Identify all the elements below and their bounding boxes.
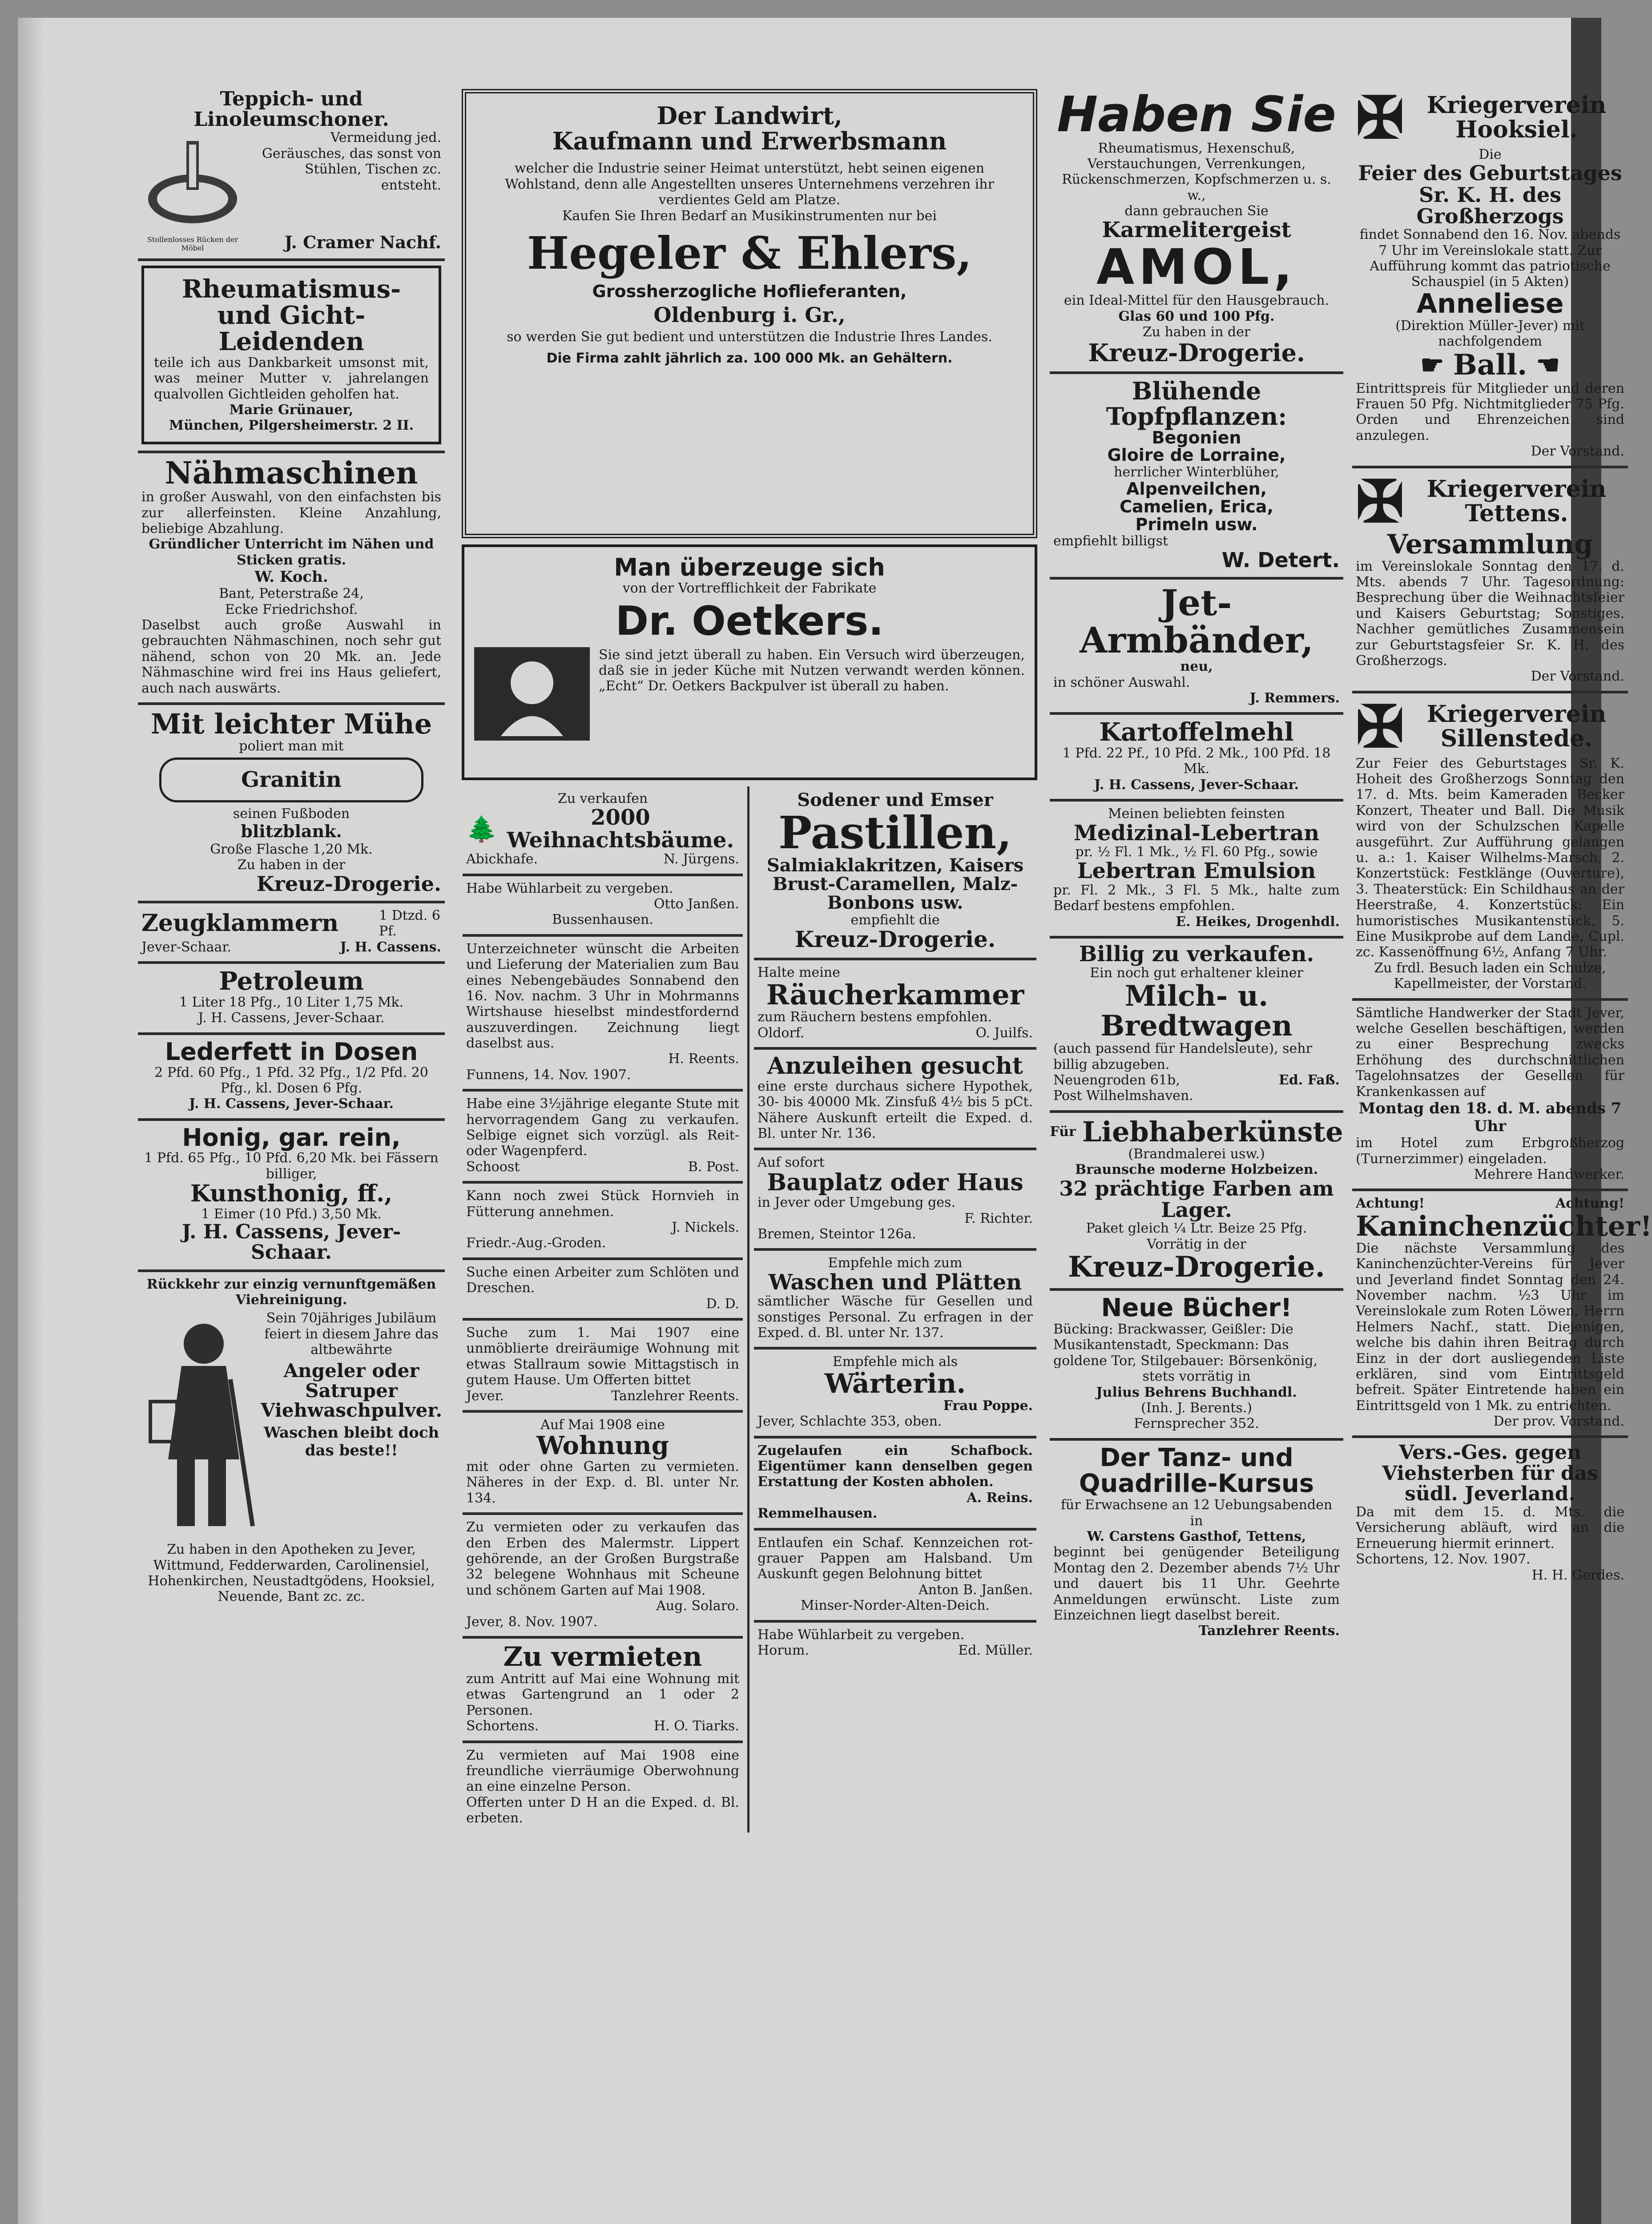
- ad-weihnachtsbaeume: [463, 786, 743, 876]
- ad-sign: Der Vorstand.: [1531, 669, 1624, 685]
- ad-sign: Der Vorstand.: [1531, 443, 1624, 459]
- ad-seller: E. Heikes, Drogenhdl.: [1176, 914, 1340, 930]
- ad-granitin: [138, 705, 445, 903]
- ad-name: H. Reents.: [668, 1051, 739, 1067]
- ad-body: Da mit dem 15. d. Mts. die Versicherung abläuft, wird an die Erneuerung hiermit erinnert.: [1356, 1504, 1624, 1551]
- ad-naehmaschinen: [138, 453, 445, 705]
- ad-subtitle: Gründlicher Unterricht im Nähen und Sticken gratis.: [149, 536, 434, 568]
- ad-name: Anton B. Janßen.: [919, 1582, 1033, 1598]
- ad-seller: Kreuz-Drogerie.: [1088, 338, 1305, 367]
- ad-title: Wärterin.: [824, 1368, 966, 1399]
- ad-line: Zu haben in der: [1142, 324, 1251, 340]
- ad-phone: Fernsprecher 352.: [1134, 1416, 1259, 1432]
- ad-place: Jever, 8. Nov. 1907.: [466, 1614, 598, 1630]
- ad-body: Zu vermieten oder zu verkaufen das den Erben des Malermstr. Lippert gehörende, an der Großen Burgstraße 32 belegene Wohnhaus mit Scheune und schönem Garten auf Mai 1908.: [466, 1519, 739, 1598]
- ad-title: Kartoffelmehl: [1099, 717, 1294, 747]
- ad-body: Offerten unter D H an die Exped. d. Bl. erbeten.: [466, 1794, 739, 1826]
- ad-place: Neuengroden 61b,: [1053, 1072, 1180, 1088]
- ad-hornvieh: [463, 1184, 743, 1260]
- column-2: [458, 85, 1041, 2224]
- ad-seller: J. H. Cassens, Jever-Schaar.: [189, 1096, 394, 1112]
- ad-title: Kaninchenzüchter!: [1356, 1209, 1652, 1242]
- ad-topfpflanzen: [1050, 374, 1343, 580]
- ad-wuehlarbeit-horum: [754, 1623, 1036, 1665]
- ad-wuehlarbeit: [463, 876, 743, 937]
- play-title: Anneliese: [1416, 288, 1564, 319]
- ad-name: Ed. Müller.: [958, 1642, 1033, 1658]
- tree-icon: 🌲: [466, 814, 497, 844]
- ad-place: Jever.: [466, 1388, 504, 1404]
- ad-title: Medizinal-Lebertran: [1073, 820, 1320, 846]
- ad-head: Meinen beliebten feinsten: [1108, 806, 1285, 822]
- ad-seller: J. H. Cassens, Jever-Schaar.: [198, 1010, 385, 1026]
- ad-head: Empfehle mich als: [832, 1354, 958, 1370]
- ad-place: Jever, Schlachte 353, oben.: [758, 1414, 942, 1430]
- ad-title: Nähmaschinen: [165, 455, 418, 491]
- ad-title: Teppich- und Linoleumschoner.: [193, 88, 389, 131]
- ad-body: Rheumatismus, Hexenschuß, Verstauchungen, Verrenkungen, Rückenschmerzen, Kopfschmerzen u. s. w.,: [1062, 140, 1331, 203]
- column-1: [138, 85, 445, 2224]
- ad-name: Frau Poppe.: [943, 1398, 1033, 1414]
- newspaper-page: [18, 18, 1652, 2224]
- ad-name: Aug. Solaro.: [656, 1598, 739, 1614]
- ad-title: Der Tanz- und Quadrille-Kursus: [1079, 1443, 1314, 1499]
- ad-versicherung: [1352, 1438, 1628, 1589]
- ad-title: 2000 Weihnachtsbäume.: [507, 805, 734, 853]
- ad-rheuma: [138, 261, 445, 453]
- ad-line: empfiehlt billigst: [1053, 533, 1168, 549]
- plant-item: Alpenveilchen,: [1126, 479, 1267, 499]
- ad-viehwaschpulver: [138, 1272, 445, 1611]
- pointing-hand-icon: ☛: [1420, 349, 1444, 381]
- ad-head: Halte meine: [758, 964, 840, 980]
- ad-place: W. Carstens Gasthof, Tettens,: [1087, 1529, 1306, 1545]
- ad-title: Zu vermieten: [503, 1641, 702, 1672]
- ad-kriegerverein-tettens: [1352, 468, 1628, 693]
- plant-item: Gloire de Lorraine,: [1107, 445, 1286, 465]
- ad-wohnhaus: [463, 1515, 743, 1639]
- ad-place: Remmelhausen.: [758, 1506, 878, 1522]
- ad-body: Die nächste Versammlung des Kaninchenzüchter-Vereins für Jever und Jeverland findet Sonntag den 24. November nachm. ½3 Uhr im Vereinslokale zum Roten Löwen, Herrn Helmers Nachf., statt. Diejenigen, welche bis dahin ihren Beitrag durch Einz in der dort ausliegenden Liste erklären, sind vom Eintrittsgeld befreit. Später Eintretende haben ein Eintrittsgeld von 1 Mk. zu entrichten.: [1356, 1240, 1624, 1414]
- ad-body: Suche einen Arbeiter zum Schlöten und Dreschen.: [466, 1264, 739, 1296]
- plant-note: herrlicher Winterblüher,: [1114, 464, 1279, 480]
- ad-body: ein Ideal-Mittel für den Hausgebrauch.: [1064, 293, 1330, 309]
- ad-body: Bücking: Brackwasser, Geißler: Die Musikantenstadt, Speckmann: Das goldene Tor, Stilgebauer: Börsenkönig,: [1053, 1321, 1318, 1369]
- ad-body: welcher die Industrie seiner Heimat unterstützt, hebt seinen eigenen Wohlstand, denn alle Angestellten unseres Unternehmens verzehren ihr verdientes Geld am Platze.: [505, 161, 994, 208]
- company-city: Oldenburg i. Gr.,: [653, 302, 846, 327]
- page-spine: [18, 18, 44, 2224]
- ad-line: Zu haben in der: [237, 857, 346, 873]
- ad-amol: [1050, 85, 1343, 374]
- ad-body: Sämtliche Handwerker der Stadt Jever, welche Gesellen beschäftigen, werden zu einer Besprechung zwecks Erhöhung des durchschnittlichen Tagelohnsatzes der Gesellen für Krankenkassen auf: [1356, 1005, 1624, 1100]
- ad-bauplatz: [754, 1150, 1036, 1251]
- ad-place: Bremen, Steintor 126a.: [758, 1226, 916, 1242]
- ad-line: dann gebrauchen Sie: [1124, 203, 1269, 219]
- ad-line: seinen Fußboden: [233, 806, 350, 822]
- ad-body: pr. ½ Fl. 1 Mk., ½ Fl. 60 Pfg., sowie: [1075, 844, 1318, 860]
- column-3: [1050, 85, 1343, 2224]
- ad-anleihe: [754, 1050, 1036, 1150]
- ad-tanzkursus: [1050, 1441, 1343, 1645]
- ad-teppich: [138, 85, 445, 261]
- ad-name: N. Jürgens.: [663, 851, 739, 867]
- ad-title: Kunsthonig, ff.,: [190, 1180, 393, 1208]
- ad-name: Ed. Faß.: [1278, 1072, 1340, 1088]
- ad-body: 1 Pfd. 22 Pf., 10 Pfd. 2 Mk., 100 Pfd. 18 Mk.: [1062, 745, 1331, 777]
- ad-kaninchenzuechter: [1352, 1191, 1652, 1438]
- subcolumn-right: [749, 786, 1041, 1833]
- ad-buecher: [1050, 1291, 1343, 1441]
- ad-title: Versammlung: [1387, 528, 1593, 560]
- ad-body: Ein noch gut erhaltener kleiner: [1090, 965, 1303, 981]
- ad-bau: [463, 937, 743, 1092]
- ad-title: Haben Sie: [1057, 86, 1336, 143]
- ad-line: empfiehlt die: [850, 912, 940, 928]
- ad-zu-vermieten: [463, 1639, 743, 1743]
- ad-body: Habe Wühlarbeit zu vergeben.: [466, 880, 673, 896]
- ad-body: sämtlicher Wäsche für Gesellen und sonstiges Personal. Zu erfragen in der Exped. d. Bl. unter Nr. 137.: [758, 1293, 1033, 1341]
- ad-line: poliert man mit: [239, 738, 344, 754]
- ad-body: beginnt bei genügender Beteiligung Montag den 2. Dezember abends 7½ Uhr und dauert bis 11 Uhr. Geehrte Anmeldungen erwünscht. Liste zum Einzeichnen liegt daselbst bereit.: [1053, 1544, 1340, 1623]
- ad-address: Ecke Friedrichshof.: [225, 601, 358, 617]
- ad-outlets: Zu haben in den Apotheken zu Jever, Wittmund, Fedderwarden, Carolinensiel, Hohenkirchen, Neustadtgödens, Hooksiel, Neuende, Bant zc. zc.: [148, 1542, 435, 1605]
- ad-name: W. Koch.: [254, 568, 328, 586]
- ad-body: Sein 70jähriges Jubiläum feiert in diesem Jahre das altbewährte: [264, 1310, 439, 1358]
- ad-wohnung-gesucht: [463, 1321, 743, 1413]
- subcolumn-left: [458, 786, 749, 1833]
- ad-name: H. H. Gerdes.: [1531, 1567, 1624, 1583]
- ad-title: Zeugklammern: [141, 910, 339, 937]
- ad-body: Kaufen Sie Ihren Bedarf an Musikinstrumenten nur bei: [562, 208, 937, 224]
- ad-line: Die: [1479, 147, 1502, 162]
- ad-body: für Erwachsene an 12 Uebungsabenden in: [1060, 1497, 1333, 1529]
- ad-title: Honig, gar. rein,: [182, 1123, 401, 1152]
- product-name: Granitin: [159, 757, 423, 802]
- ad-wohnung-mai: [463, 1413, 743, 1515]
- ad-seller: (Inh. J. Berents.): [1141, 1400, 1252, 1416]
- ad-waerterin: [754, 1350, 1036, 1438]
- product-name: Karmelitergeist: [1102, 218, 1291, 243]
- ad-body: 1 Pfd. 65 Pfg., 10 Pfd. 6,20 Mk. bei Fässern billiger,: [144, 1150, 439, 1182]
- ad-intro: Rückkehr zur einzig vernunftgemäßen Viehreinigung.: [146, 1276, 436, 1308]
- ad-sign: Der prov. Vorstand.: [1493, 1414, 1624, 1430]
- ad-body: Zu frdl. Besuch laden ein Schulze, Kapellmeister, der Vorstand.: [1374, 960, 1606, 992]
- ad-seller: J. H. Cassens, Jever-Schaar.: [1094, 777, 1299, 793]
- ad-body: zum Räuchern bestens empfohlen.: [758, 1009, 992, 1025]
- ad-body: Habe eine 3½jährige elegante Stute mit hervorragendem Gang zu verkaufen. Selbige eignet sich vorzügl. als Reit- oder Wagenpferd.: [466, 1096, 739, 1159]
- company-name: Dr. Oetkers.: [615, 598, 884, 645]
- iron-cross-icon: ✠: [1356, 84, 1404, 152]
- ad-waschen: [754, 1251, 1036, 1350]
- ball-title: Ball.: [1453, 348, 1527, 382]
- ad-place: Post Wilhelmshaven.: [1053, 1088, 1193, 1104]
- ad-body: Habe Wühlarbeit zu vergeben.: [758, 1627, 965, 1643]
- ad-schaf-entlaufen: [754, 1531, 1036, 1623]
- ad-title: Bauplatz oder Haus: [767, 1168, 1023, 1196]
- ad-body: (Direktion Müller-Jever) mit nachfolgendem: [1395, 318, 1585, 350]
- ad-seller: Tanzlehrer Reents.: [1198, 1623, 1340, 1639]
- ad-body: mit oder ohne Garten zu vermieten. Näheres in der Exp. d. Bl. unter Nr. 134.: [466, 1459, 739, 1506]
- ad-sign: Mehrere Handwerker.: [1474, 1166, 1624, 1182]
- ad-kriegerverein-sillenstede: [1352, 693, 1628, 1001]
- ad-body: im Vereinslokale Sonntag den 17. d. Mts. abends 7 Uhr. Tagesordnung: Besprechung über die Weihnachtsfeier und Kaisers Geburtstag; Sonstiges. Nachher gemütliches Zusammensein zur Geburtstagsfeier Sr. K. H. des Großherzogs.: [1356, 558, 1624, 669]
- column-4: [1352, 84, 1652, 2224]
- company-sub: Grossherzogliche Hoflieferanten,: [592, 281, 907, 301]
- ad-box: [141, 266, 441, 444]
- ad-title: Räucherkammer: [766, 979, 1024, 1011]
- product-name: AMOL,: [1096, 238, 1297, 295]
- ad-seller: W. Detert.: [1221, 548, 1340, 572]
- ad-title: Wohnung: [536, 1431, 669, 1461]
- ad-oberwohnung: [463, 1743, 743, 1833]
- ad-raeucherkammer: [754, 960, 1036, 1050]
- ad-oetker: [458, 544, 1041, 786]
- plant-item: Primeln usw.: [1135, 514, 1258, 534]
- ad-price: Glas 60 und 100 Pfg.: [1118, 308, 1275, 324]
- ad-title: Vers.-Ges. gegen Viehsterben für das südl. Jeverland.: [1382, 1441, 1598, 1505]
- ad-line: in schöner Auswahl.: [1053, 674, 1190, 690]
- ad-name: B. Post.: [688, 1159, 739, 1175]
- ad-head: Empfehle mich zum: [828, 1255, 963, 1271]
- ad-kartoffelmehl: [1050, 715, 1343, 802]
- ad-body: eine erste durchaus sichere Hypothek, 30- bis 40000 Mk. Zinsfuß 4½ bis 5 pCt. Nähere Auskunft erteilt die Exped. d. Bl. unter Nr. 136.: [758, 1078, 1033, 1141]
- ad-place: Schoost: [466, 1159, 520, 1175]
- ad-body: Paket gleich ¼ Ltr. Beize 25 Pfg.: [1086, 1221, 1307, 1237]
- ad-title: Rheumatismus- und Gicht-Leidenden: [181, 274, 401, 356]
- ad-slogan: Waschen bleibt doch das beste!!: [263, 1423, 439, 1459]
- ad-schafbock: [754, 1438, 1036, 1531]
- ad-body: Zugelaufen ein Schafbock. Eigentümer kann denselben gegen Erstattung der Kosten abholen.: [758, 1442, 1033, 1490]
- column-2-subcolumns: [458, 786, 1041, 1833]
- ad-petroleum: [138, 964, 445, 1035]
- ad-body: Zu vermieten auf Mai 1908 eine freundliche vierräumige Oberwohnung an eine einzelne Person.: [466, 1747, 739, 1795]
- ad-seller: J. H. Cassens.: [340, 939, 441, 955]
- plant-item: Begonien: [1152, 427, 1241, 447]
- ad-liebhaberkuenste: [1050, 1113, 1343, 1291]
- ad-body: Kann noch zwei Stück Hornvieh in Fütterung annehmen.: [466, 1188, 739, 1220]
- ad-name: Marie Grünauer,: [229, 402, 354, 418]
- ad-title: Liebhaberkünste: [1082, 1115, 1343, 1148]
- ad-title: Lederfett in Dosen: [165, 1037, 418, 1066]
- ad-body: Braunsche moderne Holzbeizen.: [1075, 1162, 1318, 1178]
- ad-seller: J. H. Cassens, Jever-Schaar.: [181, 1221, 401, 1264]
- ad-footer: Die Firma zahlt jährlich za. 100 000 Mk. an Gehältern.: [546, 350, 953, 366]
- ad-name: D. D.: [706, 1296, 739, 1312]
- ad-head: Für: [1050, 1124, 1076, 1140]
- ad-line: blitzblank.: [241, 821, 342, 842]
- ad-title: Milch- u. Bredtwagen: [1100, 979, 1293, 1043]
- ad-line: neu,: [1180, 659, 1213, 675]
- logo-text: Stollenlosses Rücken der Möbel: [147, 235, 238, 252]
- ad-title: Anzuleihen gesucht: [767, 1052, 1023, 1080]
- ad-box: [462, 89, 1037, 538]
- ad-place: Abickhafe.: [466, 851, 538, 867]
- ad-line: Man überzeuge sich: [614, 553, 885, 581]
- ad-lebertran: [1050, 802, 1343, 939]
- ad-head: Achtung!: [1356, 1196, 1425, 1212]
- ad-title: 32 prächtige Farben am Lager.: [1059, 1176, 1334, 1222]
- ad-seller: J. Cramer Nachf.: [284, 232, 441, 253]
- ad-price: 1 Dtzd. 6 Pf.: [379, 908, 440, 939]
- ad-place: Horum.: [758, 1642, 809, 1658]
- ad-body: 2 Pfd. 60 Pfg., 1 Pfd. 32 Pfg., 1/2 Pfd. 20 Pfg., kl. Dosen 6 Pfg.: [154, 1064, 428, 1096]
- ad-title: Feier des Geburtstages Sr. K. H. des Großherzogs: [1358, 161, 1622, 228]
- ad-head: Zu verkaufen: [557, 791, 648, 806]
- ad-place: Funnens, 14. Nov. 1907.: [466, 1067, 631, 1083]
- ad-name: F. Richter.: [964, 1210, 1033, 1226]
- ad-title: Sodener und Emser: [797, 790, 993, 810]
- company-name: Hegeler & Ehlers,: [527, 226, 972, 279]
- ad-box: [462, 544, 1037, 780]
- ad-line: Der Landwirt,: [657, 101, 842, 130]
- ad-body: teile ich aus Dankbarkeit umsonst mit, was meiner Mutter v. jahrelangen qualvollen Gichtleiden geholfen hat.: [154, 355, 429, 402]
- ad-body: Unterzeichneter wünscht die Arbeiten und Lieferung der Materialien zum Bau eines Nebengebäudes Sonnabend den 16. Nov. nachm. 3 Uhr in Mohrmanns Wirtshause hieselbst mindestfordernd auszuverdingen. Zeichnung liegt daselbst aus.: [466, 941, 739, 1052]
- ad-place: Bussenhausen.: [552, 912, 653, 928]
- ad-lederfett: [138, 1035, 445, 1121]
- ad-name: O. Juilfs.: [975, 1025, 1033, 1041]
- ad-line: Vorrätig in der: [1147, 1236, 1246, 1252]
- ad-line: von der Vortrefflichkeit der Fabrikate: [622, 580, 877, 596]
- ad-body: Suche zum 1. Mai 1907 eine unmöblierte dreiräumige Wohnung mit etwas Stallraum sowie Mittagstisch in gutem Hause. Um Offerten bittet: [466, 1325, 739, 1388]
- ad-head: Billig zu verkaufen.: [1079, 941, 1314, 967]
- ad-place: Oldorf.: [758, 1025, 805, 1041]
- ad-title: Jet-Armbänder,: [1080, 582, 1314, 661]
- ad-name: J. Nickels.: [672, 1219, 739, 1235]
- ad-body: Sie sind jetzt überall zu haben. Ein Versuch wird überzeugen, daß sie in jeder Küche mit Nutzen verwandt werden können. „Echt“ Dr. Oetkers Backpulver ist überall zu haben.: [599, 647, 1025, 694]
- ad-seller: Kreuz-Drogerie.: [256, 871, 441, 896]
- product-name: Angeler oder Satruper Viehwaschpulver.: [261, 1360, 443, 1421]
- ad-body: in Jever oder Umgebung ges.: [758, 1195, 955, 1211]
- chair-protector-icon: [141, 130, 244, 232]
- ad-title: Kriegerverein Sillenstede.: [1426, 701, 1607, 752]
- ad-name: Otto Janßen.: [653, 896, 739, 912]
- ad-body: Salmiaklakritzen, Kaisers Brust-Caramellen, Malz-Bonbons usw.: [766, 855, 1024, 913]
- ad-body: Eintrittspreis für Mitglieder und deren Frauen 50 Pfg. Nichtmitglieder 75 Pfg. Orden und Ehrenzeichen sind anzulegen.: [1356, 380, 1624, 443]
- ad-date: Montag den 18. d. M. abends 7 Uhr: [1358, 1099, 1622, 1136]
- ad-pastillen: [754, 786, 1036, 960]
- ad-name: H. O. Tiarks.: [653, 1718, 739, 1734]
- ad-head: Achtung!: [1555, 1196, 1624, 1212]
- farmer-figure-icon: [141, 1310, 257, 1542]
- ad-place: Schortens, 12. Nov. 1907.: [1356, 1551, 1531, 1567]
- ad-body: pr. Fl. 2 Mk., 3 Fl. 5 Mk., halte zum Bedarf bestens empfohlen.: [1053, 882, 1340, 914]
- ad-body: (Brandmalerei usw.): [1128, 1146, 1265, 1162]
- ad-arbeiter: [463, 1260, 743, 1321]
- ad-place: Schortens.: [466, 1718, 539, 1734]
- ad-title: Blühende Topfpflanzen:: [1106, 377, 1287, 431]
- ad-seller: Kreuz-Drogerie.: [794, 926, 996, 953]
- ad-body: so werden Sie gut bedient und unterstützen die Industrie Ihres Landes.: [507, 329, 992, 345]
- ad-address: Bant, Peterstraße 24,: [219, 586, 364, 602]
- iron-cross-icon: ✠: [1356, 692, 1404, 761]
- ad-body: Daselbst auch große Auswahl in gebrauchten Nähmaschinen, noch sehr gut nähend, schon von 20 Mk. an. Jede Nähmaschine wird frei ins Haus geliefert, auch nach auswärts.: [141, 617, 441, 696]
- ad-place: Jever-Schaar.: [141, 939, 231, 955]
- ad-title: Kriegerverein Tettens.: [1426, 475, 1607, 527]
- ad-handwerker: [1352, 1001, 1628, 1192]
- ad-address: München, Pilgersheimerstr. 2 II.: [169, 418, 414, 434]
- ad-title: Pastillen,: [778, 806, 1012, 859]
- ad-name: Tanzlehrer Reents.: [611, 1388, 739, 1404]
- ad-title: Waschen und Plätten: [768, 1269, 1022, 1295]
- portrait-icon: [474, 647, 590, 741]
- ad-line: stets vorrätig in: [1142, 1369, 1251, 1385]
- ad-body: (auch passend für Handelsleute), sehr billig abzugeben.: [1053, 1041, 1312, 1072]
- ad-price: Große Flasche 1,20 Mk.: [210, 842, 373, 857]
- ad-title: Neue Bücher!: [1101, 1293, 1292, 1323]
- ad-place: Friedr.-Aug.-Groden.: [466, 1235, 606, 1251]
- ad-body: findet Sonnabend den 16. Nov. abends 7 Uhr im Vereinslokale statt. Zur Aufführung kommt das patriotische Schauspiel (in 5 Akten): [1359, 227, 1621, 290]
- ad-honig: [138, 1121, 445, 1272]
- ad-body: Zur Feier des Geburtstages Sr. K. Hoheit des Großherzogs Sonntag den 17. d. Mts. beim Kameraden Becker Konzert, Theater und Ball. Die Musik wird von der Schulzschen Kapelle ausgeführt. Zur Aufführung gelangen u. a.: 1. Kaiser Wilhelms-Marsch, 2. Konzertstück: Festklänge (Ouverture), 3. Theaterstück: Ein Schildhaus an der Heerstraße, 4. Konzertstück: Ein humoristisches Musikantenstück, 5. Eine Musikprobe auf dem Lande, Cupl. zc. Kassenöffnung 6½, Anfang 7 Uhr.: [1356, 755, 1624, 960]
- plant-item: Camelien, Erica,: [1120, 496, 1273, 516]
- ad-body: 1 Liter 18 Pfg., 10 Liter 1,75 Mk.: [179, 995, 404, 1011]
- ad-body: Vermeidung jed. Geräusches, das sonst von Stühlen, Tischen zc. entsteht.: [262, 130, 441, 193]
- ad-hegeler-ehlers: [458, 85, 1041, 544]
- iron-cross-icon: ✠: [1356, 467, 1404, 536]
- ad-title: Mit leichter Mühe: [150, 707, 432, 740]
- ad-title: Lebertran Emulsion: [1077, 858, 1316, 884]
- ad-seller: Kreuz-Drogerie.: [1068, 1250, 1325, 1284]
- ad-head: Auf Mai 1908 eine: [540, 1417, 665, 1433]
- pointing-hand-icon: ☚: [1536, 349, 1560, 381]
- ad-body: im Hotel zum Erbgroßherzog (Turnerzimmer) eingeladen.: [1356, 1135, 1624, 1167]
- ad-seller: J. Remmers.: [1249, 690, 1340, 706]
- ad-kriegerverein-hooksiel: [1352, 85, 1628, 468]
- ad-body: in großer Auswahl, von den einfachsten bis zur allerfeinsten. Kleine Anzahlung, beliebige Abzahlung.: [141, 489, 441, 536]
- ad-body: 1 Eimer (10 Pfd.) 3,50 Mk.: [201, 1206, 382, 1222]
- ad-title: Petroleum: [219, 967, 364, 996]
- ad-body: zum Antritt auf Mai eine Wohnung mit etwas Gartengrund an 1 oder 2 Personen.: [466, 1671, 739, 1718]
- ad-zeugklammern: [138, 903, 445, 964]
- ad-place: Minser-Norder-Alten-Deich.: [801, 1598, 990, 1614]
- ad-body: Entlaufen ein Schaf. Kennzeichen rot-grauer Pappen am Halsband. Um Auskunft gegen Belohnung bittet: [758, 1535, 1033, 1582]
- ad-head: Auf sofort: [758, 1155, 825, 1171]
- ad-line: Kaufmann und Erwerbsmann: [552, 126, 947, 155]
- ad-title: Kriegerverein Hooksiel.: [1426, 92, 1607, 143]
- ad-name: A. Reins.: [967, 1490, 1033, 1506]
- ad-jet: [1050, 580, 1343, 715]
- ad-stute: [463, 1092, 743, 1184]
- ad-seller: Julius Behrens Buchhandl.: [1096, 1384, 1297, 1400]
- ad-milchwagen: [1050, 939, 1343, 1113]
